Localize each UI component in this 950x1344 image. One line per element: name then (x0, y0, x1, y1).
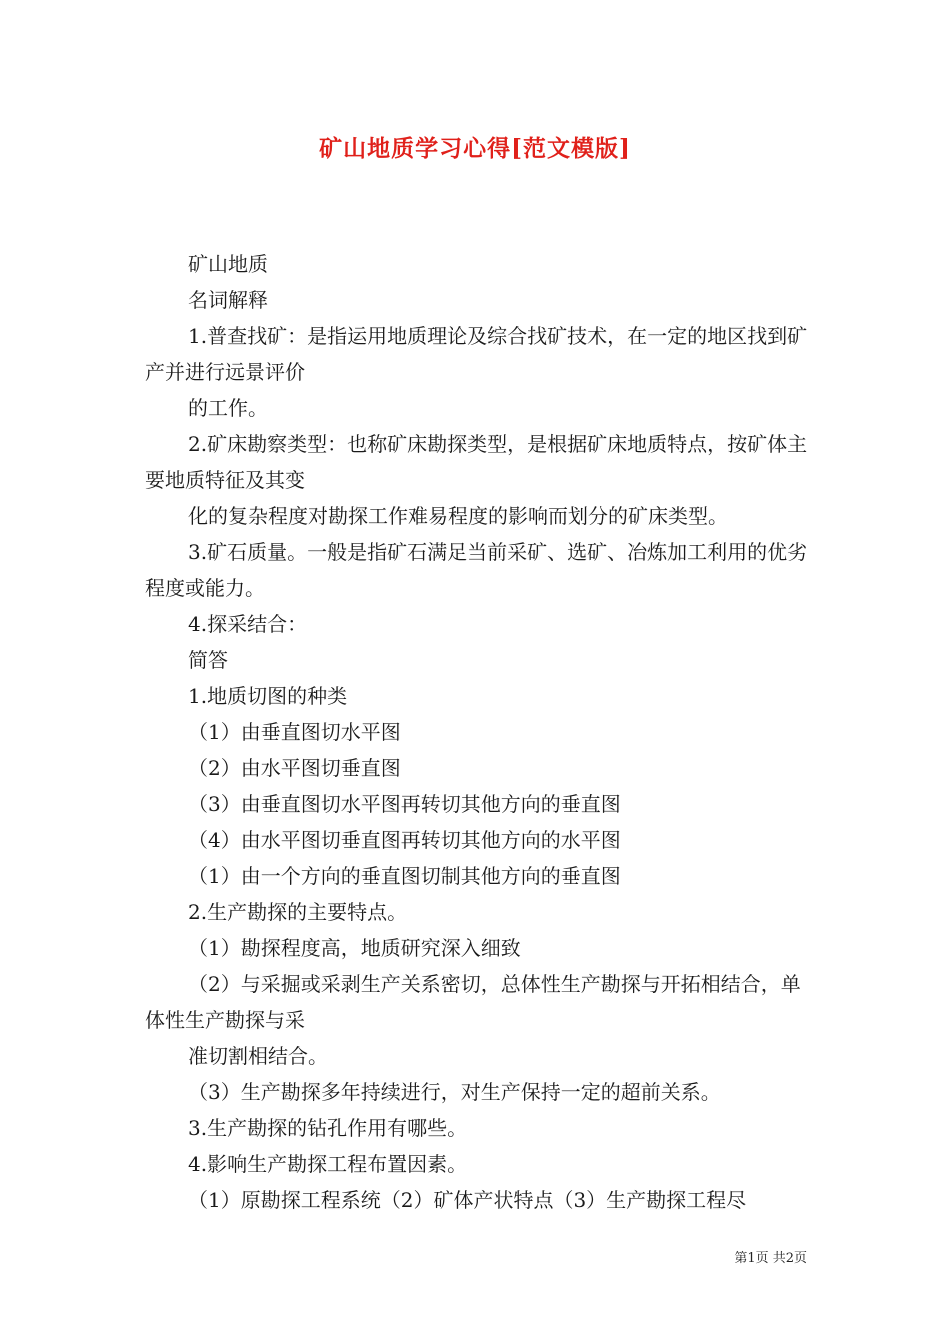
document-title: 矿山地质学习心得[范文模版] (319, 135, 631, 162)
paragraph: 2.矿床勘察类型：也称矿床勘探类型，是根据矿床地质特点，按矿体主要地质特征及其变 (145, 432, 808, 492)
paragraph: （2）由水平图切垂直图 (188, 756, 401, 780)
paragraph: （4）由水平图切垂直图再转切其他方向的水平图 (188, 828, 621, 852)
paragraph: （3）由垂直图切水平图再转切其他方向的垂直图 (188, 792, 621, 816)
paragraph: 准切割相结合。 (188, 1044, 328, 1068)
paragraph: 1.地质切图的种类 (188, 684, 348, 708)
paragraph: 4.探采结合： (188, 612, 308, 636)
paragraph: 3.生产勘探的钻孔作用有哪些。 (188, 1116, 468, 1140)
paragraph: （1）由垂直图切水平图 (188, 720, 401, 744)
paragraph: 4.影响生产勘探工程布置因素。 (188, 1152, 468, 1176)
document-body (145, 246, 810, 1218)
paragraph: 1.普查找矿：是指运用地质理论及综合找矿技术，在一定的地区找到矿产并进行远景评价 (145, 324, 808, 384)
paragraph: （1）勘探程度高，地质研究深入细致 (188, 936, 521, 960)
paragraph: （1）原勘探工程系统（2）矿体产状特点（3）生产勘探工程尽 (188, 1188, 747, 1212)
paragraph: 化的复杂程度对勘探工作难易程度的影响而划分的矿床类型。 (188, 504, 728, 528)
paragraph: （1）由一个方向的垂直图切制其他方向的垂直图 (188, 864, 621, 888)
paragraph: 名词解释 (188, 288, 268, 312)
page-number: 第1页 共2页 (734, 1251, 807, 1266)
paragraph: （3）生产勘探多年持续进行，对生产保持一定的超前关系。 (188, 1080, 721, 1104)
paragraph: 2.生产勘探的主要特点。 (188, 900, 408, 924)
paragraph: 矿山地质 (188, 252, 268, 276)
paragraph: 3.矿石质量。一般是指矿石满足当前采矿、选矿、冶炼加工利用的优劣程度或能力。 (145, 540, 808, 600)
paragraph: 的工作。 (188, 396, 268, 420)
paragraph: 简答 (188, 648, 228, 672)
paragraph: （2）与采掘或采剥生产关系密切，总体性生产勘探与开拓相结合，单体性生产勘探与采 (145, 972, 801, 1032)
